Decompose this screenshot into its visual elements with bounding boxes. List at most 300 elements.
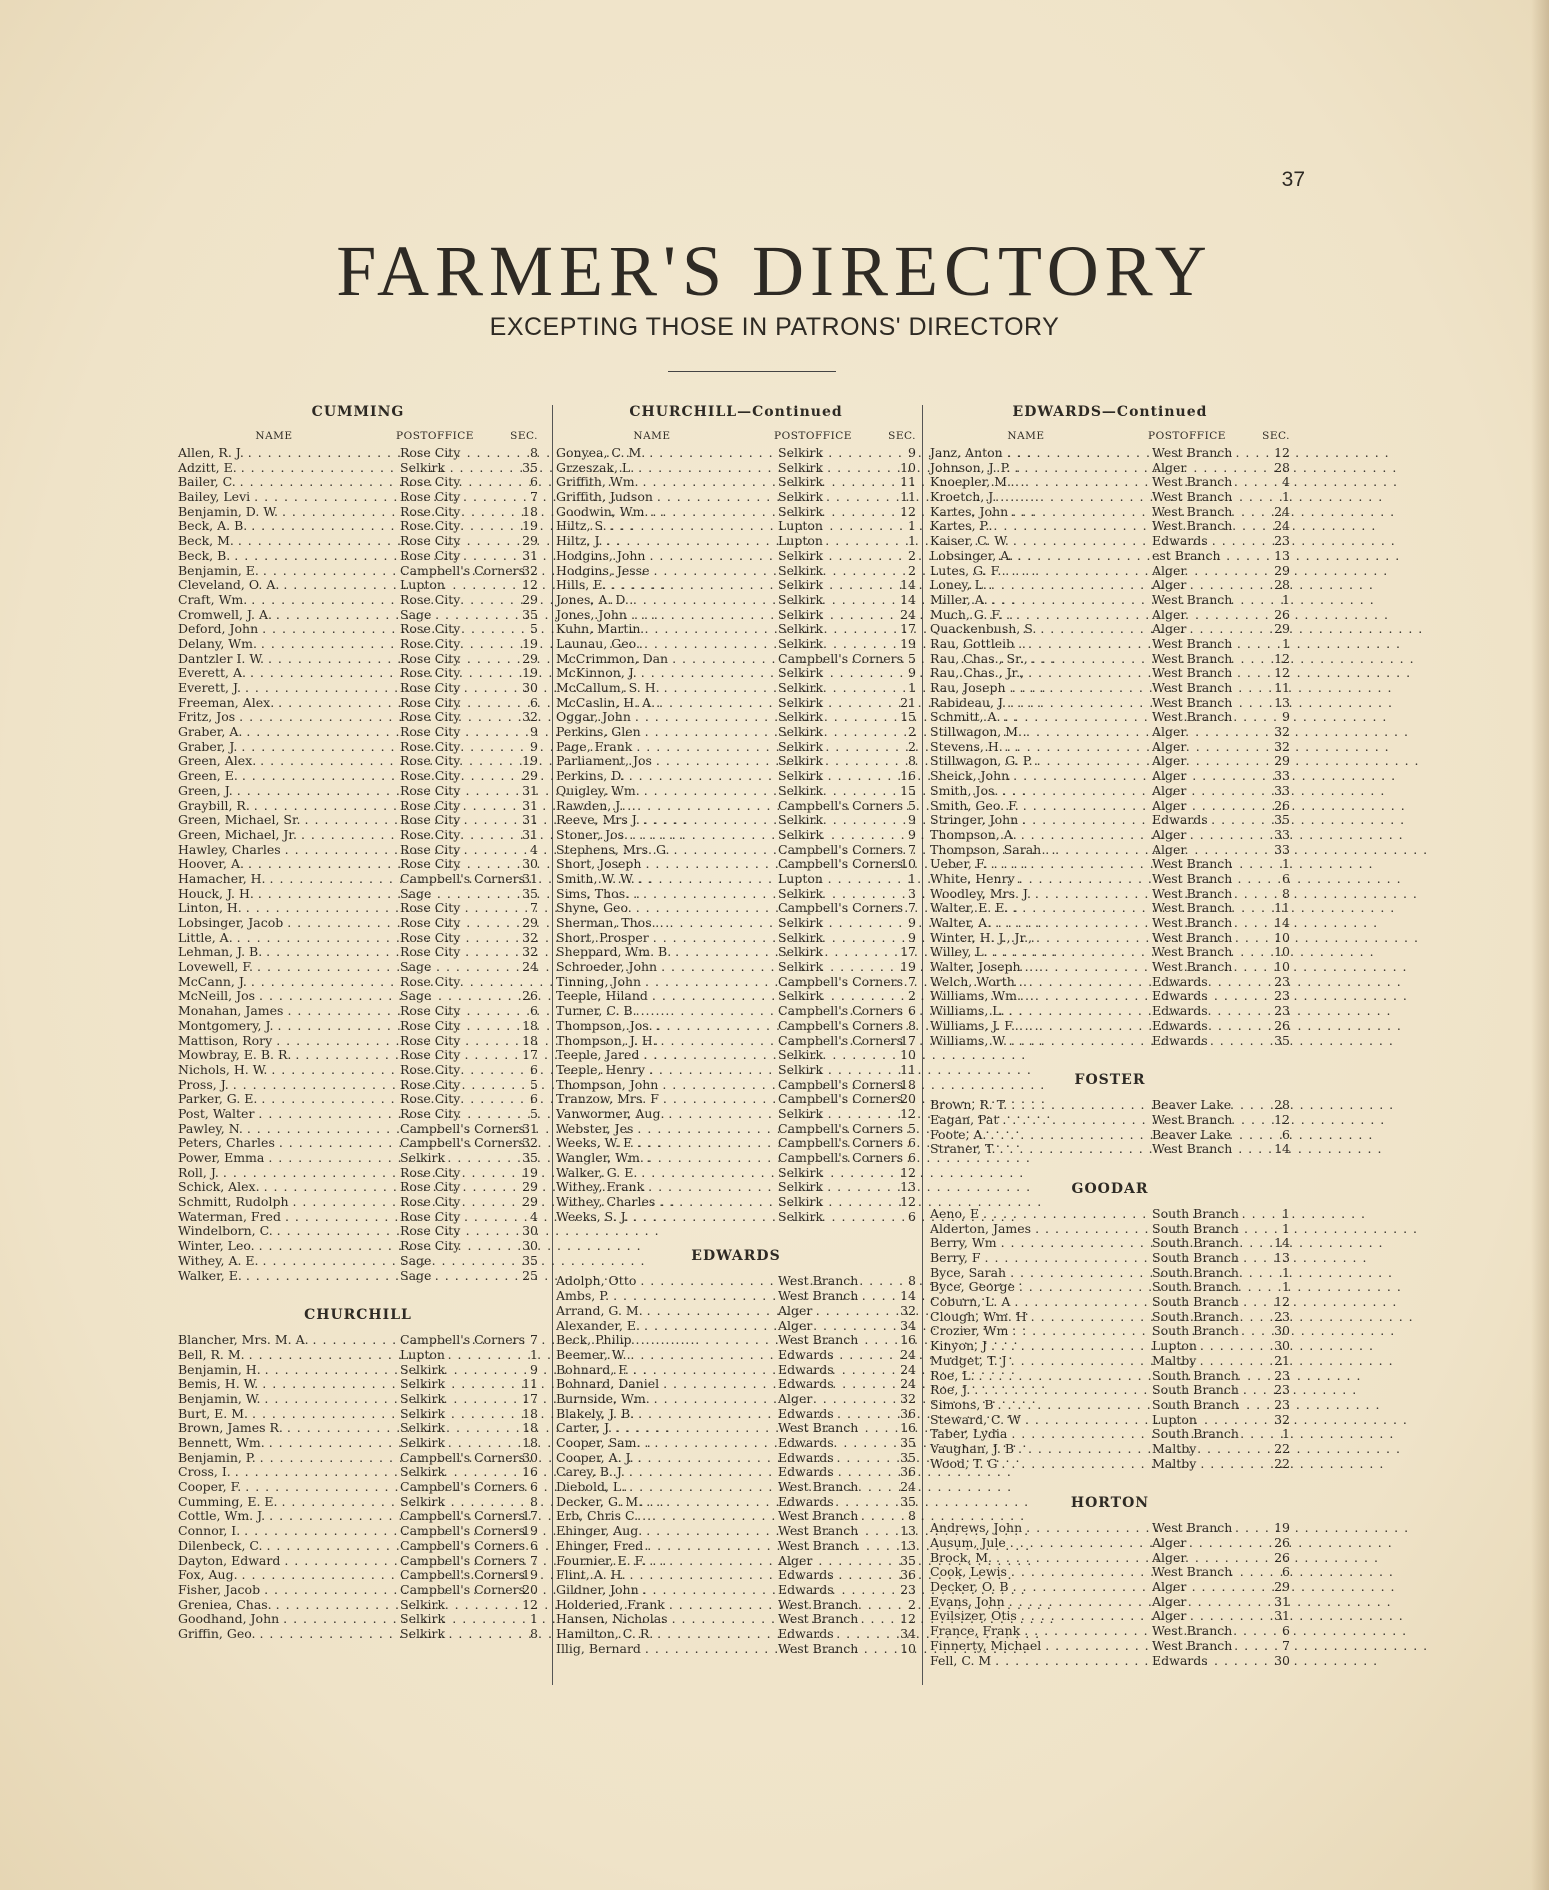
entry-section-number: 14 — [1274, 915, 1290, 930]
directory-entry — [930, 1369, 1290, 1384]
entry-name-text: Straner, T. — [930, 1141, 1000, 1157]
directory-entry — [556, 1166, 916, 1181]
entry-section-number: 28 — [1274, 1097, 1290, 1113]
entry-section-number: 19 — [522, 665, 538, 681]
directory-entry — [930, 1310, 1290, 1325]
entry-name-text: Cottle, Wm. J. — [178, 1508, 270, 1524]
entry-name-text: Tranzow, Mrs. F — [556, 1091, 663, 1107]
entry-postoffice: Selkirk — [778, 547, 824, 563]
entry-postoffice: Lupton — [778, 870, 823, 886]
entry-postoffice: Selkirk — [778, 724, 824, 740]
entry-section-number: 12 — [1274, 665, 1290, 681]
entry-name — [178, 1627, 400, 1642]
entry-name — [930, 1595, 1152, 1610]
directory-section — [556, 404, 916, 1224]
entry-postoffice: Rose City — [400, 489, 461, 505]
entry-postoffice: West Branch — [1152, 665, 1233, 681]
entry-name — [178, 1136, 400, 1151]
entry-section-number: 28 — [1274, 459, 1290, 475]
directory-entry — [178, 960, 538, 975]
directory-entry — [930, 740, 1290, 755]
entry-name — [930, 1354, 1152, 1369]
directory-entry — [178, 1166, 538, 1181]
directory-entry — [930, 1236, 1290, 1251]
entry-name — [178, 490, 400, 505]
entry-name — [556, 1122, 778, 1137]
entry-section-number: 36 — [900, 1405, 916, 1421]
entry-postoffice: Rose City — [400, 900, 461, 916]
entry-section-number: 29 — [522, 650, 538, 666]
directory-entry — [178, 1122, 538, 1137]
entry-name — [556, 1363, 778, 1378]
entry-postoffice: Lupton — [778, 533, 823, 549]
entry-postoffice: West Branch — [778, 1420, 859, 1436]
entry-postoffice: Rose City — [400, 474, 461, 490]
entry-postoffice: Sage — [400, 606, 432, 622]
entry-postoffice: Sage — [400, 1267, 432, 1283]
entry-name-text: Bailey, Levi — [178, 489, 255, 505]
entry-section-number: 34 — [900, 1317, 916, 1333]
entry-name-text: Thompson, Jos. — [556, 1017, 657, 1033]
directory-entry — [556, 1539, 916, 1554]
directory-entry — [178, 1004, 538, 1019]
entry-name-text: Peters, Charles — [178, 1135, 279, 1151]
entry-name — [178, 637, 400, 652]
directory-entry — [178, 696, 538, 711]
entry-name-text: Kroetch, J. — [930, 489, 1001, 505]
entry-postoffice: West Branch — [778, 1640, 859, 1656]
entry-postoffice: West Branch — [1152, 503, 1233, 519]
entry-section-number: 9 — [908, 665, 916, 681]
entry-section-number: 32 — [522, 929, 538, 945]
entry-postoffice: Lupton — [1152, 1338, 1197, 1354]
entry-section-number: 18 — [522, 503, 538, 519]
directory-entry — [556, 490, 916, 505]
entry-name — [178, 725, 400, 740]
entry-section-number: 6 — [1282, 1623, 1290, 1639]
entry-name-text: Blakely, J. B. — [556, 1405, 639, 1421]
directory-entry — [556, 505, 916, 520]
entry-postoffice: Rose City — [400, 1164, 461, 1180]
entry-postoffice: Rose City — [400, 533, 461, 549]
entry-name-text: Diebold, L. — [556, 1479, 630, 1495]
entry-section-number: 1 — [908, 680, 916, 695]
entry-section-number: 21 — [1274, 1352, 1290, 1368]
entry-name-text: Everett, J. — [178, 680, 245, 695]
entry-name-text: Green, Michael, Sr. — [178, 812, 305, 828]
entry-name-text: Green, Michael, Jr. — [178, 826, 301, 842]
entry-section-number: 26 — [1274, 1535, 1290, 1550]
entry-name — [556, 622, 778, 637]
entry-postoffice: Selkirk — [400, 1376, 446, 1392]
entry-postoffice: Rose City — [400, 1017, 461, 1033]
entry-name — [178, 475, 400, 490]
entry-name — [178, 813, 400, 828]
entry-section-number: 8 — [530, 1493, 538, 1509]
entry-postoffice: West Branch — [778, 1508, 859, 1524]
entry-postoffice: Rose City — [400, 1194, 461, 1210]
entry-name — [556, 446, 778, 461]
directory-entry — [556, 1078, 916, 1093]
entry-section-number: 19 — [522, 753, 538, 769]
entry-name — [930, 696, 1152, 711]
entry-name — [178, 534, 400, 549]
entry-section-number: 30 — [522, 1223, 538, 1239]
entry-section-number: 16 — [900, 768, 916, 784]
entry-postoffice: Selkirk — [778, 591, 824, 607]
entry-section-number: 23 — [900, 1581, 916, 1597]
entry-name-text: Turner, C. B. — [556, 1003, 641, 1019]
entry-name — [178, 666, 400, 681]
entry-name-text: Roe, J. — [930, 1382, 975, 1398]
entry-section-number: 30 — [522, 1449, 538, 1465]
entry-name-text: Cross, I. — [178, 1464, 235, 1480]
entry-postoffice: West Branch — [1152, 885, 1233, 901]
entry-section-number: 8 — [908, 1017, 916, 1033]
entry-name-text: Jones, John — [556, 606, 631, 622]
directory-entry — [556, 945, 916, 960]
entry-name-text: Short, Joseph — [556, 856, 646, 872]
directory-entry — [930, 931, 1290, 946]
entry-name-text: Beck, A. B. — [178, 518, 252, 534]
entry-section-number: 23 — [1274, 988, 1290, 1004]
entry-postoffice: est Branch — [1152, 547, 1221, 563]
entry-section-number: 26 — [1274, 797, 1290, 813]
entry-name-text: Schmitt, A. — [930, 709, 1005, 725]
directory-entry — [178, 1333, 538, 1348]
entry-section-number: 18 — [522, 1017, 538, 1033]
entry-name — [930, 769, 1152, 784]
entry-postoffice: West Branch — [778, 1479, 859, 1495]
entry-section-number: 6 — [1282, 1564, 1290, 1580]
entry-postoffice: Campbell's Corners — [400, 1567, 525, 1583]
directory-entry — [178, 1377, 538, 1392]
entry-name-text: Teeple, Henry — [556, 1061, 649, 1077]
entry-section-number: 35 — [522, 1252, 538, 1268]
entry-name — [930, 843, 1152, 858]
entry-name — [178, 1451, 400, 1466]
directory-entry — [556, 696, 916, 711]
entry-section-number: 10 — [1274, 959, 1290, 975]
entry-postoffice: Edwards — [1152, 1017, 1208, 1033]
entry-section-number: 19 — [522, 1164, 538, 1180]
entry-name-text: Williams, L. — [930, 1003, 1009, 1019]
entry-postoffice: South Branch — [1152, 1205, 1239, 1221]
entry-postoffice: West Branch — [1152, 709, 1233, 725]
entry-name-text: Goodwin, Wm. — [556, 503, 653, 519]
entry-name — [178, 872, 400, 887]
entry-section-number: 26 — [1274, 1017, 1290, 1033]
entry-name — [930, 740, 1152, 755]
directory-entry — [930, 960, 1290, 975]
directory-entry — [930, 1639, 1290, 1654]
directory-entry — [178, 1195, 538, 1210]
entry-name — [930, 887, 1152, 902]
directory-entry — [930, 872, 1290, 887]
entry-name — [556, 1509, 778, 1524]
entry-postoffice: Rose City — [400, 518, 461, 534]
entry-section-number: 2 — [908, 724, 916, 740]
entry-section-number: 6 — [530, 1479, 538, 1495]
directory-entry — [930, 1295, 1290, 1310]
entry-name-text: Evilsizer, Otis — [930, 1608, 1021, 1624]
entry-postoffice: West Branch — [1152, 1141, 1233, 1157]
entry-section-number: 12 — [900, 1194, 916, 1210]
directory-entry — [556, 1392, 916, 1407]
entry-postoffice: Campbell's Corners — [400, 1479, 525, 1495]
entry-name — [556, 1451, 778, 1466]
entry-section-number: 31 — [1274, 1593, 1290, 1609]
directory-entry — [556, 1034, 916, 1049]
directory-entry — [556, 593, 916, 608]
directory-entry — [930, 1624, 1290, 1639]
entry-name-text: Thompson, J. H. — [556, 1032, 661, 1048]
entry-section-number: 23 — [1274, 533, 1290, 549]
entry-name-text: Stephens, Mrs. G. — [556, 841, 674, 857]
entry-postoffice: Rose City — [400, 826, 461, 842]
entry-name-text: Roe, L. — [930, 1367, 979, 1383]
entry-section-number: 6 — [1282, 1126, 1290, 1142]
entry-name — [930, 1207, 1152, 1222]
entry-name-text: Taber, Lydia — [930, 1426, 1012, 1442]
entry-name-text: Burt, E. M. — [178, 1405, 252, 1421]
entry-postoffice: Selkirk — [778, 885, 824, 901]
entry-postoffice: South Branch — [1152, 1294, 1239, 1310]
entry-name — [556, 1377, 778, 1392]
entry-section-number: 21 — [900, 694, 916, 710]
directory-entry — [930, 1098, 1290, 1113]
entry-section-number: 36 — [900, 1567, 916, 1583]
entry-name — [178, 857, 400, 872]
entry-name — [930, 505, 1152, 520]
entry-name — [556, 1092, 778, 1107]
entry-section-number: 8 — [530, 1625, 538, 1641]
entry-name — [930, 1442, 1152, 1457]
entry-postoffice: Selkirk — [400, 1596, 446, 1612]
entry-section-number: 2 — [908, 562, 916, 578]
directory-entry — [556, 1568, 916, 1583]
entry-name — [178, 446, 400, 461]
entry-postoffice: Selkirk — [778, 635, 824, 651]
directory-entry — [178, 534, 538, 549]
entry-name — [178, 1166, 400, 1181]
entry-section-number: 35 — [522, 459, 538, 475]
entry-postoffice: Alger — [1152, 782, 1187, 798]
entry-name-text: Walker, G. E. — [556, 1164, 642, 1180]
entry-name — [930, 872, 1152, 887]
entry-name-text: Rau, Joseph — [930, 680, 1010, 695]
entry-name-text: Griffin, Geo. — [178, 1625, 260, 1641]
entry-section-number: 1 — [908, 533, 916, 549]
entry-name-text: Brown, R. T. — [930, 1097, 1012, 1113]
entry-section-number: 1 — [1282, 856, 1290, 872]
directory-entry — [178, 446, 538, 461]
directory-entry — [930, 475, 1290, 490]
entry-name-text: Johnson, J. P. — [930, 459, 1015, 475]
entry-name-text: Launau, Geo. — [556, 635, 644, 651]
entry-name-text: Berry, F — [930, 1250, 985, 1265]
entry-name-text: Beck, B. — [178, 547, 235, 563]
entry-postoffice: Alger — [778, 1302, 813, 1318]
entry-name-text: Stevens, H. — [930, 738, 1007, 754]
entry-name-text: Jones, A. D. — [556, 591, 633, 607]
entry-section-number: 12 — [1274, 1111, 1290, 1127]
entry-postoffice: Alger — [1152, 1593, 1187, 1609]
entry-postoffice: Edwards — [778, 1346, 834, 1362]
entry-name-text: Quigley, Wm. — [556, 782, 644, 798]
entry-name-text: Houck, J. H. — [178, 885, 258, 901]
entry-section-number: 11 — [1274, 680, 1290, 695]
directory-entry — [556, 1107, 916, 1122]
entry-postoffice: Sage — [400, 1252, 432, 1268]
entry-section-number: 12 — [522, 577, 538, 593]
entry-postoffice: South Branch — [1152, 1279, 1239, 1295]
entry-name — [556, 505, 778, 520]
entry-name — [556, 931, 778, 946]
entry-name — [556, 1598, 778, 1613]
entry-postoffice: South Branch — [1152, 1396, 1239, 1412]
entry-name — [930, 637, 1152, 652]
entry-name-text: Cook, Lewis — [930, 1564, 1011, 1580]
entry-postoffice: West Branch — [1152, 591, 1233, 607]
entry-postoffice: West Branch — [1152, 489, 1233, 505]
entry-section-number: 26 — [1274, 606, 1290, 622]
entry-name — [930, 1339, 1152, 1354]
entry-name — [556, 608, 778, 623]
directory-entry — [930, 1654, 1290, 1669]
directory-entry — [930, 1251, 1290, 1266]
entry-section-number: 13 — [900, 1537, 916, 1553]
directory-entry — [178, 1480, 538, 1495]
entry-name — [556, 1348, 778, 1363]
entry-name — [178, 549, 400, 564]
directory-entry — [178, 769, 538, 784]
entry-section-number: 23 — [1274, 1382, 1290, 1398]
entry-section-number: 17 — [522, 1508, 538, 1524]
entry-name — [178, 931, 400, 946]
entry-name-text: Page, Frank — [556, 738, 637, 754]
entry-name — [556, 1107, 778, 1122]
entry-name — [178, 1019, 400, 1034]
directory-entry — [178, 1568, 538, 1583]
entry-name — [930, 725, 1152, 740]
entry-postoffice: Rose City — [400, 812, 461, 828]
directory-entry — [556, 1210, 916, 1225]
entry-name-text: Stoner, Jos. — [556, 826, 633, 842]
entry-name-text: McCann, J. — [178, 973, 251, 989]
entry-postoffice: Rose City — [400, 1208, 461, 1224]
section-title: CHURCHILL—Continued — [629, 404, 843, 420]
directory-entry — [556, 799, 916, 814]
directory-entry — [178, 578, 538, 593]
entry-name-text: Hills, E. — [556, 577, 611, 593]
entry-name-text: Wangler, Wm. — [556, 1150, 648, 1165]
entry-name — [556, 1180, 778, 1195]
entry-name — [556, 652, 778, 667]
entry-name — [930, 461, 1152, 476]
entry-section-number: 35 — [900, 1435, 916, 1450]
entry-section-number: 29 — [522, 915, 538, 930]
entry-section-number: 20 — [522, 1581, 538, 1597]
entry-postoffice: Selkirk — [778, 826, 824, 842]
entry-postoffice: South Branch — [1152, 1382, 1239, 1398]
entry-postoffice: Rose City — [400, 547, 461, 563]
entry-postoffice: Edwards — [1152, 988, 1208, 1004]
entry-postoffice: Maltby — [1152, 1455, 1197, 1471]
entry-name-text: Griffith, Judson — [556, 489, 657, 505]
entry-name-text: Schick, Alex. — [178, 1179, 264, 1195]
entry-section-number: 2 — [908, 1596, 916, 1612]
entry-postoffice: Alger — [1152, 738, 1187, 754]
entry-name — [178, 1210, 400, 1225]
entry-postoffice: West Branch — [1152, 870, 1233, 886]
entry-section-number: 6 — [530, 694, 538, 710]
section-title: GOODAR — [1071, 1180, 1149, 1197]
entry-section-number: 24 — [1274, 503, 1290, 519]
entry-section-number: 32 — [522, 944, 538, 960]
entry-postoffice: Campbell's Corners — [778, 973, 903, 989]
entry-name — [930, 1295, 1152, 1310]
directory-entry — [556, 813, 916, 828]
entry-section-number: 35 — [1274, 1032, 1290, 1048]
directory-entry — [930, 1339, 1290, 1354]
entry-name — [178, 945, 400, 960]
directory-entry — [178, 1019, 538, 1034]
entry-postoffice: Alger — [1152, 562, 1187, 578]
entry-name-text: Brock, M. — [930, 1549, 996, 1565]
entry-postoffice: Sage — [400, 959, 432, 975]
entry-name — [178, 887, 400, 902]
entry-name-text: Green, J. — [178, 782, 237, 798]
column-header-postoffice: POSTOFFICE — [396, 430, 474, 442]
directory-entry — [556, 1136, 916, 1151]
directory-entry — [556, 1180, 916, 1195]
entry-name-text: Thompson, Sarah — [930, 841, 1046, 857]
directory-entry — [556, 1063, 916, 1078]
directory-entry — [556, 1122, 916, 1137]
entry-postoffice: Selkirk — [778, 915, 824, 930]
entry-postoffice: West Branch — [1152, 445, 1233, 460]
entry-name-text: Allen, R. J. — [178, 445, 248, 460]
entry-section-number: 24 — [900, 1479, 916, 1495]
entry-name-text: Evans, John — [930, 1593, 1009, 1609]
entry-name-text: Adolph, Otto — [556, 1273, 641, 1289]
directory-entry — [930, 534, 1290, 549]
entry-name — [556, 1554, 778, 1569]
entry-name-text: Smith, Geo. F. — [930, 797, 1023, 813]
entry-section-number: 26 — [522, 988, 538, 1004]
entry-postoffice: West Branch — [778, 1288, 859, 1304]
entry-name-text: Kaiser, C. W. — [930, 533, 1013, 549]
entry-name-text: Rau, Chas., Sr., — [930, 650, 1032, 666]
entry-name-text: Pawley, N. — [178, 1120, 247, 1136]
entry-name-text: Waterman, Fred — [178, 1208, 285, 1224]
directory-entry — [930, 608, 1290, 623]
entry-name-text: Gonyea, C. M. — [556, 445, 650, 460]
entry-name — [930, 754, 1152, 769]
entry-section-number: 6 — [908, 1003, 916, 1019]
entry-name — [178, 1348, 400, 1363]
entry-postoffice: West Branch — [778, 1537, 859, 1553]
entry-name-text: Quackenbush, S. — [930, 621, 1041, 637]
entry-postoffice: Rose City — [400, 1105, 461, 1121]
entry-name-text: Welch, Worth — [930, 973, 1019, 989]
entry-name-text: Montgomery, J. — [178, 1017, 278, 1033]
entry-postoffice: Selkirk — [400, 1464, 446, 1480]
directory-entry — [930, 652, 1290, 667]
entry-name-text: Grzeszak, L. — [556, 459, 639, 475]
entry-section-number: 9 — [1282, 709, 1290, 725]
